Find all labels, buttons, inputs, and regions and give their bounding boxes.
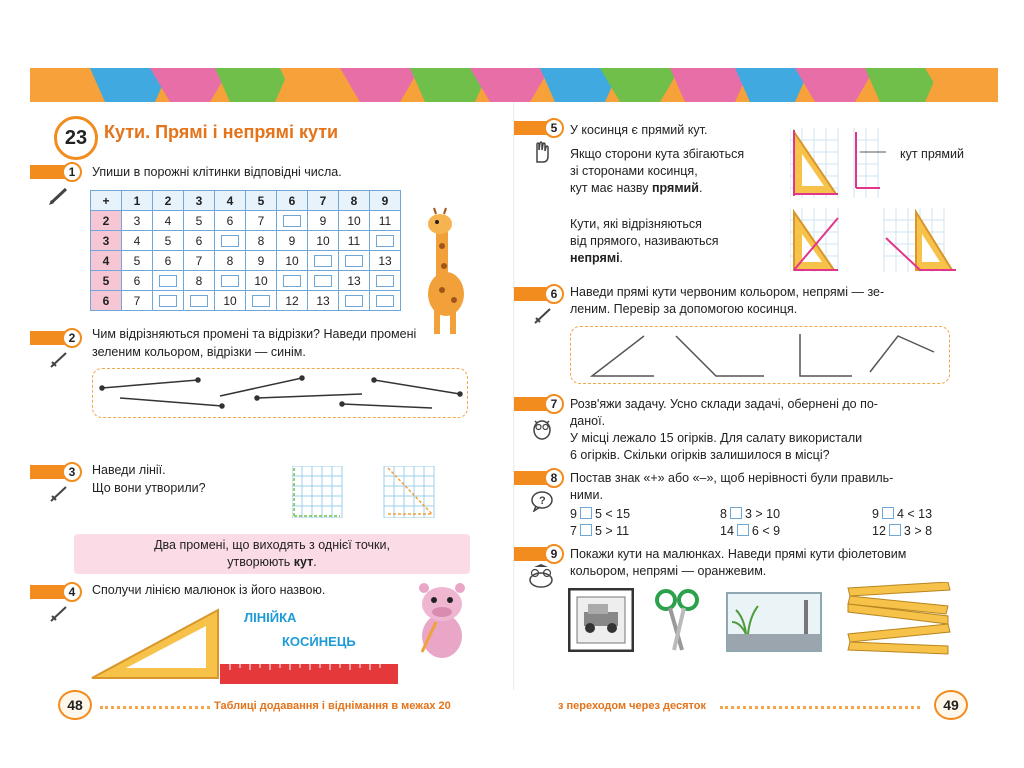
empty-answer-cell[interactable] [184, 291, 215, 311]
task-6-line1: Наведи прямі кути червоним кольором, непрямі — зе- [570, 285, 885, 299]
table-cell: 8 [215, 251, 246, 271]
dotted-grids [292, 466, 442, 518]
table-cell: 11 [339, 231, 370, 251]
table-cell: 13 [339, 271, 370, 291]
empty-answer-cell[interactable] [246, 291, 277, 311]
table-cell: 9 [277, 231, 308, 251]
folding-ruler-picture [844, 582, 954, 656]
task-5-line5: Кути, які відрізняються [570, 217, 702, 231]
sign-box-4[interactable] [580, 524, 592, 536]
table-header-cell: 5 [246, 191, 277, 211]
table-cell: 11 [370, 211, 401, 231]
scissors-picture [654, 588, 700, 652]
table-cell: 13 [308, 291, 339, 311]
table-cell: 9 [246, 251, 277, 271]
task-2-line2: зеленим кольором, відрізки — синім. [92, 345, 306, 359]
task-2-line1: Чим відрізняються промені та відрізки? Наведи промені [92, 327, 417, 341]
empty-answer-cell[interactable] [277, 271, 308, 291]
giraffe-illustration [406, 206, 476, 336]
lesson-number: 23 [54, 116, 98, 160]
task-9-line1: Покажи кути на малюнках. Наведи прямі кути фіолетовим [570, 547, 907, 561]
table-row [91, 291, 401, 311]
table-cell: 5 [153, 231, 184, 251]
table-cell: 4 [153, 211, 184, 231]
table-header-cell: 4 [215, 191, 246, 211]
empty-answer-cell[interactable] [215, 271, 246, 291]
sign-box-5[interactable] [737, 524, 749, 536]
table-cell: 10 [339, 211, 370, 231]
table-row [91, 251, 401, 271]
table-cell: 10 [215, 291, 246, 311]
table-cell: 8 [246, 231, 277, 251]
table-row [91, 271, 401, 291]
rule-box [74, 534, 470, 574]
right-angle-label: кут прямий [900, 147, 964, 161]
table-cell: 10 [277, 251, 308, 271]
color-banner [30, 68, 998, 102]
ruler-illustration [220, 664, 398, 684]
word-ruler: ЛІНІЙКА [244, 610, 297, 625]
task-9-number: 9 [544, 544, 564, 564]
frog-scholar-icon [526, 564, 556, 588]
empty-answer-cell[interactable] [339, 291, 370, 311]
task-5-marker [514, 118, 564, 138]
pen-icon-2 [48, 482, 70, 504]
hand-icon [532, 140, 552, 164]
table-header-cell: 3 [184, 191, 215, 211]
empty-answer-cell[interactable] [277, 211, 308, 231]
task-4-marker [30, 582, 82, 602]
task-3-line1: Наведи лінії. [92, 463, 166, 477]
aquarium-picture [726, 592, 822, 652]
task-4-text: Сполучи лінією малюнок із його назвою. [92, 583, 326, 597]
task-9-marker [514, 544, 564, 564]
task-1-number: 1 [62, 162, 82, 182]
sign-box-2[interactable] [730, 507, 742, 519]
table-cell: 6 [215, 211, 246, 231]
inequality-4: 7 5 > 11 [570, 524, 630, 538]
table-cell: 12 [277, 291, 308, 311]
addition-table [90, 190, 401, 311]
footer-text-right: з переходом через десяток [558, 700, 706, 712]
rule-line2: утворюють кут. [227, 555, 317, 569]
empty-answer-cell[interactable] [339, 251, 370, 271]
table-row-header: 4 [91, 251, 122, 271]
page-right [514, 102, 998, 713]
table-cell: 6 [184, 231, 215, 251]
table-cell: 13 [370, 251, 401, 271]
sign-box-3[interactable] [882, 507, 894, 519]
table-header-row [91, 191, 401, 211]
page-number-left: 48 [58, 690, 92, 720]
inequality-5: 14 6 < 9 [720, 524, 781, 538]
sign-box-6[interactable] [889, 524, 901, 536]
task-5-line1: У косинця є прямий кут. [570, 123, 708, 137]
table-row-header: 6 [91, 291, 122, 311]
table-cell: 4 [122, 231, 153, 251]
angles-to-check [570, 326, 950, 384]
table-cell: 5 [122, 251, 153, 271]
empty-answer-cell[interactable] [370, 291, 401, 311]
task-5-line2: Якщо сторони кута збігаються [570, 147, 745, 161]
task-8-line2: ними. [570, 488, 603, 502]
empty-answer-cell[interactable] [153, 271, 184, 291]
word-set-square: КОСИ́НЕЦЬ [282, 634, 356, 649]
task-7-number: 7 [544, 394, 564, 414]
pen-icon-4 [532, 304, 554, 326]
table-header-cell: + [91, 191, 122, 211]
task-5-line7: непрямі. [570, 251, 624, 265]
table-cell: 6 [153, 251, 184, 271]
empty-answer-cell[interactable] [308, 251, 339, 271]
task-3-line2: Що вони утворили? [92, 481, 206, 495]
table-cell: 6 [122, 271, 153, 291]
footer-dots-right [720, 706, 920, 709]
table-header-cell: 2 [153, 191, 184, 211]
inequality-6: 12 3 > 8 [872, 524, 933, 538]
table-cell: 7 [246, 211, 277, 231]
task-6-line2: леним. Перевір за допомогою косинця. [570, 302, 798, 316]
task-7-marker [514, 394, 564, 414]
hippo-illustration [414, 582, 470, 662]
svg-text:?: ? [539, 495, 546, 507]
table-header-cell: 6 [277, 191, 308, 211]
table-row [91, 211, 401, 231]
task-6-marker [514, 284, 564, 304]
table-row-header: 5 [91, 271, 122, 291]
rays-and-segments [92, 368, 468, 418]
table-row [91, 231, 401, 251]
table-row-header: 2 [91, 211, 122, 231]
textbook-spread [30, 68, 998, 713]
table-cell: 10 [308, 231, 339, 251]
lesson-title: Кути. Прямі і непрямі кути [104, 122, 339, 142]
task-7-line1: Розв'яжи задачу. Усно склади задачі, обернені до по- [570, 397, 878, 411]
task-2-number: 2 [62, 328, 82, 348]
empty-answer-cell[interactable] [215, 231, 246, 251]
non-right-angle-diagrams [790, 208, 960, 274]
table-header-cell: 7 [308, 191, 339, 211]
owl-icon [530, 416, 554, 440]
right-angle-diagram [790, 128, 940, 198]
task-3-marker [30, 462, 82, 482]
task-9-line2: кольором, непрямі — оранжевим. [570, 564, 767, 578]
table-cell: 8 [184, 271, 215, 291]
table-row-header: 3 [91, 231, 122, 251]
pen-icon [48, 348, 70, 370]
task-3-number: 3 [62, 462, 82, 482]
task-2-marker [30, 328, 82, 348]
empty-answer-cell[interactable] [308, 271, 339, 291]
rule-line1: Два промені, що виходять з однієї точки, [154, 538, 390, 552]
task-5-line3: зі сторонами косинця, [570, 164, 698, 178]
page-left [30, 102, 514, 713]
page-number-right: 49 [934, 690, 968, 720]
task-8-line1: Постав знак «+» або «–», щоб нерівності були правиль- [570, 471, 894, 485]
table-cell: 7 [184, 251, 215, 271]
table-cell: 10 [246, 271, 277, 291]
sign-box-1[interactable] [580, 507, 592, 519]
footer-text-left: Таблиці додавання і віднімання в межах 20 [214, 700, 451, 712]
empty-answer-cell[interactable] [153, 291, 184, 311]
task-8-marker [514, 468, 564, 488]
set-square-illustration [90, 608, 220, 680]
task-5-line6: від прямого, називаються [570, 234, 719, 248]
task-8-number: 8 [544, 468, 564, 488]
empty-answer-cell[interactable] [370, 271, 401, 291]
pen-icon-3 [48, 602, 70, 624]
task-4-number: 4 [62, 582, 82, 602]
task-7-line2: даної. [570, 414, 606, 428]
table-header-cell: 9 [370, 191, 401, 211]
task-1-marker [30, 162, 82, 182]
table-cell: 7 [122, 291, 153, 311]
inequality-3: 9 4 < 13 [872, 507, 933, 521]
footer-dots-left [100, 706, 210, 709]
task-6-number: 6 [544, 284, 564, 304]
table-cell: 9 [308, 211, 339, 231]
table-header-cell: 1 [122, 191, 153, 211]
table-cell: 3 [122, 211, 153, 231]
inequality-2: 8 3 > 10 [720, 507, 781, 521]
task-7-line4: 6 огірків. Скільки огірків залишилося в місці? [570, 448, 830, 462]
task-5-number: 5 [544, 118, 564, 138]
task-5-line4: кут має назву прямий. [570, 181, 703, 195]
framed-car-picture [568, 588, 634, 652]
pencil-icon [48, 184, 70, 206]
task-1-text: Упиши в порожні клітинки відповідні числа. [92, 165, 342, 179]
task-7-line3: У місці лежало 15 огірків. Для салату використали [570, 431, 863, 445]
table-header-cell: 8 [339, 191, 370, 211]
table-cell: 5 [184, 211, 215, 231]
question-bubble-icon [530, 490, 554, 512]
inequality-1: 9 5 < 15 [570, 507, 631, 521]
empty-answer-cell[interactable] [370, 231, 401, 251]
